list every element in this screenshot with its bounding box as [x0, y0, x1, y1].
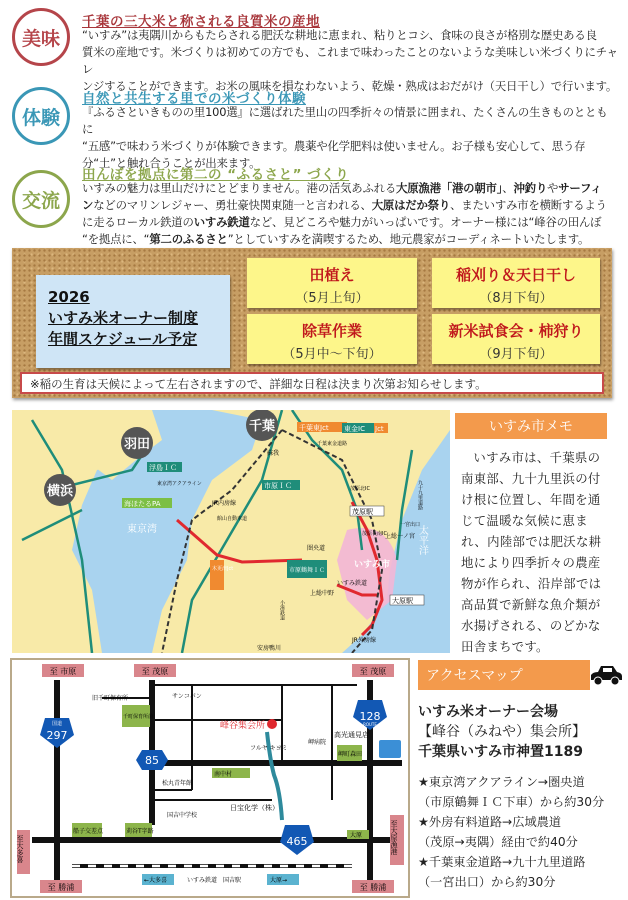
- badge-exchange: 交流: [12, 170, 70, 228]
- label-to-katsuura: 至 勝浦: [47, 883, 75, 892]
- label-uchibo: JR内房線: [212, 500, 236, 507]
- label-ichinomiya: 上総一ノ宮: [385, 533, 416, 540]
- text-line: ンなどのマリンレジャー、勇壮豪快関東随一と言われる、大原はだか祭り、またいすみ市を横断するよう: [82, 198, 607, 212]
- label-ukishima: 浮島ＩＣ: [149, 464, 177, 472]
- route-line: ★東京湾アクアライン→圏央道: [418, 775, 585, 789]
- schedule-heading-note: [36, 275, 230, 368]
- venue-marker: [267, 719, 277, 729]
- note-date: （8月下旬）: [479, 291, 553, 306]
- label-ichinomiyaexit: 一宮出口: [400, 522, 421, 528]
- label-to-katsuura: 至 勝浦: [359, 883, 387, 892]
- route-directions: [418, 772, 628, 892]
- badge-taste: 美味: [12, 8, 70, 66]
- label-to-mobara: 至 茂原: [359, 667, 387, 676]
- note-title: 除草作業: [301, 322, 362, 340]
- access-map-svg: [12, 660, 408, 896]
- access-labels: [16, 664, 404, 893]
- label-isumirail: いすみ鉄道: [337, 580, 368, 587]
- label-school: 国吉中学校: [167, 812, 198, 819]
- text-line: “五感”で味わう米づくりが体験できます。農薬や化学肥料は使いません。お子様も安心して、思う存: [82, 139, 586, 153]
- schedule-board: [12, 248, 612, 398]
- schedule-heading: いすみ米オーナー制度: [48, 309, 199, 327]
- venue-name: いすみ米オーナー会場: [418, 704, 558, 720]
- access-title: アクセスマップ: [418, 660, 590, 690]
- route-text: ROUTE: [363, 722, 377, 727]
- label-venue: 峰谷集会所: [220, 721, 266, 731]
- route-85: 85: [145, 754, 159, 767]
- text-line: 質米の産地です。米づくりは初めての方でも、これまで味わったことのないような美味しい米づくりにチャレ: [82, 45, 618, 76]
- note-title: 新米試食会・柿狩り: [448, 322, 584, 340]
- label-kenodo: 圏央道: [307, 545, 326, 552]
- label-shop: 高光通見店: [334, 731, 369, 739]
- label-tateyama: 館山自動車道: [217, 516, 248, 522]
- venue-hall: 【峰谷（みねや）集会所】: [418, 724, 586, 740]
- note-title: 田植え: [309, 266, 355, 284]
- label-furuya: フルヤ キヨミ: [250, 745, 288, 752]
- section-title: 千葉の三大米と称される良質米の産地: [82, 14, 320, 30]
- route-line: （一宮出口）から約30分: [418, 875, 556, 889]
- label-to-otaki: 至大多喜: [16, 835, 24, 863]
- schedule-subheading: 年間スケジュール予定: [48, 330, 198, 348]
- region-map: [12, 410, 450, 653]
- label-kamogawa: 安房鴨川: [257, 645, 282, 652]
- main-roads: [32, 680, 402, 885]
- label-funako: 船子交差点: [73, 828, 104, 835]
- route-line: ★千葉東金道路→九十九里道路: [418, 855, 586, 869]
- label-togane: 東金IC: [344, 425, 365, 433]
- label-to-ichihara: 至 市原: [49, 667, 77, 676]
- label-chibahigashi: 千葉東Jct: [299, 424, 329, 432]
- label-mobarachonan: 茂原長南IC: [362, 531, 387, 537]
- car-icon: [588, 662, 624, 688]
- route-128: 128: [359, 710, 381, 723]
- text-line: 分“土”と触れ合うことが出来ます。: [82, 156, 261, 170]
- route-line: ★外房有料道路→広域農道: [418, 815, 562, 829]
- route-line: （茂原→夷隅）経由で約40分: [418, 835, 578, 849]
- section-text: [82, 104, 618, 172]
- schedule-note-tasting: [432, 314, 600, 364]
- text-line: “を拠点に、“第二のふるさと”としていすみを満喫するため、地元農家がコーディネートいたします。: [82, 232, 590, 246]
- label-ohara-signal: 大原: [350, 832, 363, 839]
- access-panel: [418, 660, 628, 892]
- label-sankopan: サンコパン: [172, 693, 202, 700]
- label-otaki-arrow: ←大多喜: [144, 877, 168, 884]
- city-label: 横浜: [46, 484, 74, 499]
- label-jct: Jct: [375, 425, 384, 433]
- text-line: いすみの魅力は里山だけにとどまりません。港の活気あふれる大原漁港「港の朝市」、沖釣りやサーフィ: [82, 181, 602, 195]
- label-kominato: 小湊鉄道: [279, 600, 285, 620]
- label-ohara: 大原駅: [392, 597, 413, 605]
- label-soga: 蘇我: [267, 450, 280, 457]
- memo-body: いすみ市は、千葉県の南東部、九十九里浜の付け根に位置し、年間を通じて温暖な気候に恵まれ、内陸部では肥沃な耕地により四季折々の農産物が作られ、沿岸部では高品質で新鮮な魚介類が水揚げされる、のどかな田舎まちです。: [461, 450, 602, 654]
- memo-panel: [455, 413, 607, 657]
- note-date: （9月下旬）: [479, 347, 553, 362]
- note-date: （5月上旬）: [295, 291, 369, 306]
- city-label: 千葉: [248, 419, 276, 434]
- text-line: 『ふるさといきものの里100選』に選ばれた里山の四季折々の情景に囲まれ、たくさんの生きものとともに: [82, 105, 608, 136]
- label-ichihara: 市原ＩＣ: [264, 482, 292, 490]
- region-map-svg: [12, 410, 450, 653]
- label-ohara-arrow: 大原→: [270, 877, 288, 884]
- label-mobarakita: 茂原北IC: [350, 486, 370, 492]
- schedule-note-planting: [247, 258, 417, 308]
- text-line: “いすみ”は夷隅川からもたらされる肥沃な耕地に恵まれ、粘りとコシ、食味の良さが格別な歴史ある良: [82, 28, 597, 42]
- label-tsurumai: 市原鶴舞ＩＣ: [289, 567, 326, 574]
- label-station: いすみ鉄道 国吉駅: [187, 877, 242, 884]
- label-senmachi: 千町保育所前: [123, 714, 154, 720]
- text-line: に走るローカル鉄道のいすみ鉄道など、見どころや魅力がいっぱいです。オーナー様には“峰谷の田んぼ: [82, 215, 602, 229]
- route-465: 465: [286, 835, 308, 848]
- schedule-note-harvest: [432, 258, 600, 308]
- land-boso: [152, 410, 450, 653]
- label-ocean: 太平洋: [416, 525, 428, 555]
- label-nursery: 旧千町保育所: [92, 695, 129, 702]
- label-minaminakamura: 南中村: [214, 771, 233, 778]
- schedule-note-weeding: [247, 314, 417, 364]
- venue-address: 千葉県いすみ市神置1189: [418, 744, 583, 760]
- access-map: [10, 658, 410, 898]
- route-kokudo: 国道: [51, 721, 63, 727]
- label-nippo: 日宝化学（株）: [230, 804, 279, 812]
- label-kariya: 苅谷T字路: [126, 828, 154, 835]
- label-sotobo: JR外房線: [352, 637, 376, 644]
- shop-icon: [379, 740, 401, 758]
- label-chibatogane: 千葉東金道路: [317, 441, 348, 447]
- badge-experience: 体験: [12, 87, 70, 145]
- section-text: [82, 27, 618, 95]
- city-label: 羽田: [123, 437, 151, 452]
- schedule-year: 2026: [48, 288, 90, 306]
- label-aqua: 東京湾アクアライン: [157, 481, 202, 487]
- section-title: 自然と共生する里での米づくり体験: [82, 91, 306, 107]
- route-297: 297: [46, 729, 68, 742]
- route-line: （市原鶴舞ＩＣ下車）から約30分: [418, 795, 605, 809]
- label-isumi: いすみ市: [354, 560, 391, 570]
- label-mobara: 茂原駅: [352, 508, 373, 516]
- label-kujukuri: 九十九里道路: [417, 480, 423, 510]
- label-matsumaru: 松丸青年館: [162, 780, 193, 787]
- label-to-mobara: 至 茂原: [141, 667, 169, 676]
- label-bay: 東京湾: [127, 524, 157, 535]
- text-line: ンジすることができます。お米の風味を損なわないよう、乾燥・熟成はおだがけ（天日干し）で行います。: [82, 79, 618, 93]
- label-to-ohara-port: 至大原漁港: [390, 820, 398, 855]
- venue-info: [418, 702, 628, 762]
- label-umihotaru: 海ほたるPA: [124, 500, 161, 508]
- note-date: （5月中～下旬）: [282, 347, 382, 362]
- section-title: 田んぼを拠点に第二の “ふるさと” づくり: [82, 167, 350, 183]
- label-kazusanakano: 上総中野: [310, 590, 335, 597]
- label-morita: 岬町森田: [338, 751, 363, 758]
- memo-title: いすみ市メモ: [455, 413, 607, 439]
- label-kisarazu: 木更津Jct: [212, 566, 234, 572]
- note-title: 稲刈り＆天日干し: [455, 266, 576, 284]
- section-text: [82, 180, 618, 248]
- label-hospital: 岬病院: [308, 739, 327, 746]
- schedule-disclaimer: ※稲の生育は天候によって左右されますので、詳細な日程は決まり次第お知らせします。: [20, 372, 604, 394]
